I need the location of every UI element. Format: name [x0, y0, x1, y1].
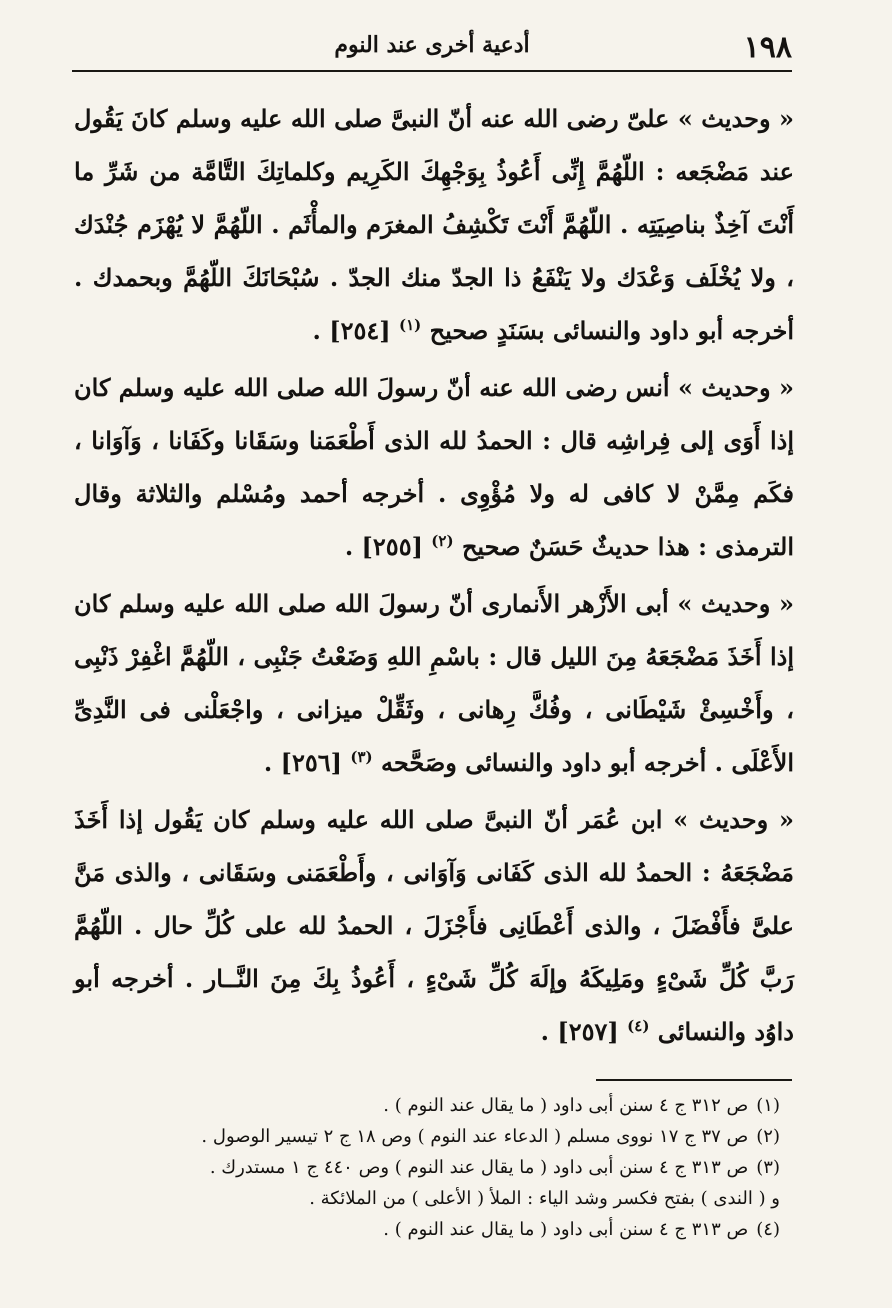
footnote-rule: [596, 1079, 792, 1081]
footnote-number: (٢): [756, 1126, 780, 1147]
footnote-marker: (٢): [431, 532, 454, 550]
header-rule: [72, 70, 792, 72]
footnote-text: و ( الندى ) بفتح فكسر وشد الياء : الملأ ( الأعلى ) من الملائكة .: [309, 1188, 780, 1209]
footnote: [80, 1121, 780, 1152]
footnote-number: (٤): [756, 1219, 780, 1240]
footnote-marker: (٣): [350, 748, 373, 766]
footnote: [80, 1214, 780, 1245]
hadith-paragraph: [74, 361, 794, 573]
page-header: [72, 26, 792, 70]
footnote-text: ص ٣٧ ج ١٧ نووى مسلم ( الدعاء عند النوم ) وص ١٨ ج ٢ تيسير الوصول .: [201, 1126, 749, 1147]
footnote-gloss: [80, 1183, 780, 1214]
hadith-paragraph: [74, 92, 794, 357]
footnote-marker: (١): [399, 316, 422, 334]
hadith-paragraph: [74, 793, 794, 1058]
hadith-number: [٢٥٥] .: [344, 532, 423, 561]
footnotes: [80, 1090, 780, 1245]
hadith-text: « وحديث » علىّ رضى الله عنه أنّ النبىَّ صلى الله عليه وسلم كانَ يَقُول عند مَضْجَعه : اللّهُمَّ إِنِّى أَعُوذُ بِوَجْهِكَ الكَرِيم وكلماتِكَ التَّامَّة من شَرِّ ما أَنْتَ آخِذٌ بناصِيَتِه . اللّهُمَّ أَنْتَ تَكْشِفُ المغرَم والمأْثَم . اللّهُمَّ لا يُهْزَم جُنْدَك ، ولا يُخْلَف وَعْدَك ولا يَنْفَعُ ذا الجدّ منك الجدّ . سُبْحَانَكَ اللّهُمَّ وبحمدك . أخرجه أبو داود والنسائى بسَنَدٍ صحيح: [74, 104, 794, 345]
hadith-number: [٢٥٧] .: [540, 1017, 619, 1046]
footnote: [80, 1152, 780, 1183]
running-title: أدعية أخرى عند النوم: [334, 32, 530, 58]
hadith-number: [٢٥٦] .: [263, 748, 343, 777]
page-number: ١٩٨: [743, 30, 792, 65]
footnote-text: ص ٣١٣ ج ٤ سنن أبى داود ( ما يقال عند النوم ) .: [383, 1219, 749, 1240]
footnote-text: ص ٣١٢ ج ٤ سنن أبى داود ( ما يقال عند النوم ) .: [383, 1095, 749, 1116]
hadith-paragraph: [74, 577, 794, 789]
footnote: [80, 1090, 780, 1121]
footnote-number: (٣): [756, 1157, 780, 1178]
hadith-text: « وحديث » أنس رضى الله عنه أنّ رسولَ الله صلى الله عليه وسلم كان إذا أَوَى إلى فِراشِه قال : الحمدُ لله الذى أَطْعَمَنا وسَقَانا وكَفَانا ، وَآوَانا ، فكَم مِمَّنْ لا كافى له ولا مُؤْوِى . أخرجه أحمد ومُسْلم والثلاثة وقال الترمذى : هذا حديثٌ حَسَنٌ صحيح: [74, 373, 794, 561]
hadith-number: [٢٥٤] .: [312, 316, 391, 345]
main-text: [74, 92, 794, 1058]
hadith-text: « وحديث » ابن عُمَر أنّ النبىَّ صلى الله عليه وسلم كان يَقُول إذا أَخَذَ مَضْجَعَهُ : الحمدُ لله الذى كَفَانى وَآوَانى ، وأَطْعَمَنى وسَقَانى ، والذى مَنَّ علىَّ فأَفْضَلَ ، والذى أَعْطَانِى فأَجْزَلَ ، الحمدُ لله على كُلِّ حال . اللّهُمَّ رَبَّ كُلِّ شَىْءٍ ومَلِيكَهُ وإلَهَ كُلِّ شَىْءٍ ، أَعُوذُ بِكَ مِنَ النَّــار . أخرجه أبو داوُد والنسائى: [74, 805, 794, 1046]
hadith-text: « وحديث » أبى الأَزْهر الأَنمارى أنّ رسولَ الله صلى الله عليه وسلم كان إذا أَخَذَ مَضْجَعَهُ مِنَ الليل قال : باسْمِ اللهِ وَضَعْتُ جَنْبِى ، اللّهُمَّ اغْفِرْ ذَنْبِى ، وأَخْسِئْ شَيْطَانى ، وفُكَّ رِهانى ، وثَقِّلْ ميزانى ، واجْعَلْنى فى النَّدِىِّ الأَعْلَى . أخرجه أبو داود والنسائى وصَحَّحه: [74, 589, 795, 777]
footnote-text: ص ٣١٣ ج ٤ سنن أبى داود ( ما يقال عند النوم ) وص ٤٤٠ ج ١ مستدرك .: [209, 1157, 749, 1178]
footnote-marker: (٤): [627, 1017, 650, 1035]
footnote-number: (١): [756, 1095, 780, 1116]
